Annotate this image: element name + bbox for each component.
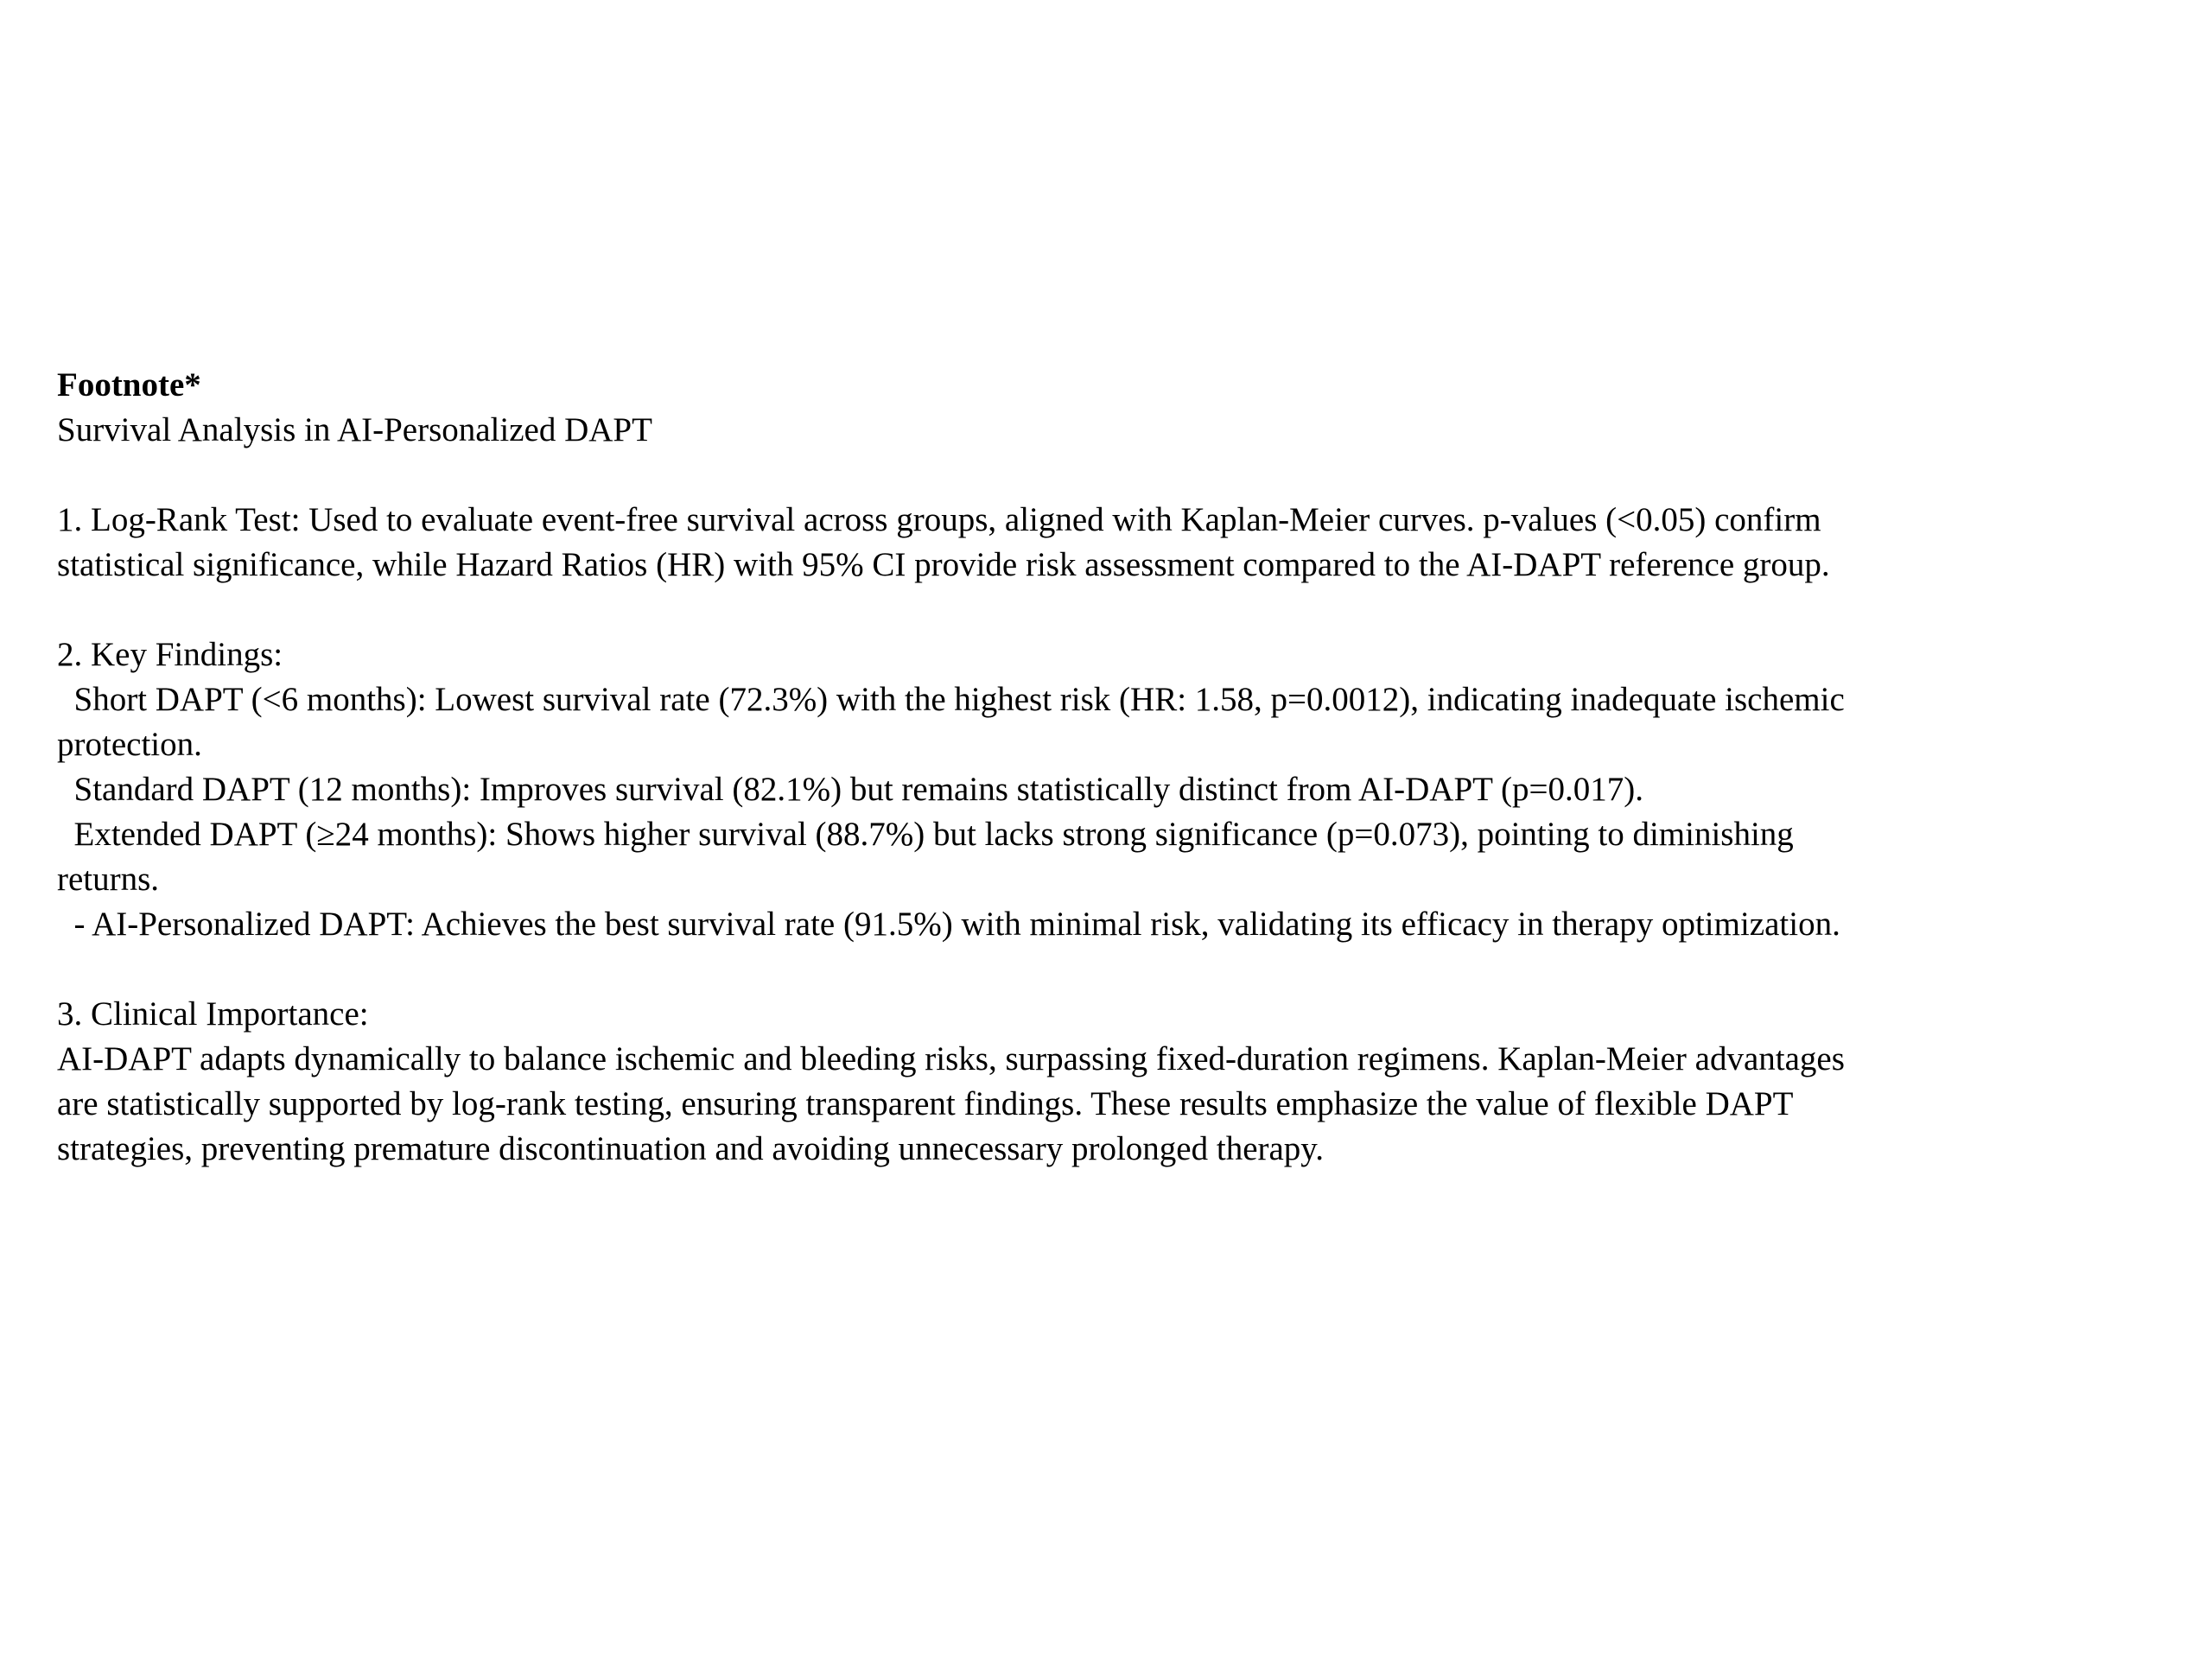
footnote-block (57, 363, 2165, 1172)
key-findings-title: 2. Key Findings: (57, 636, 283, 673)
clinical-importance-title: 3. Clinical Importance: (57, 995, 369, 1033)
log-rank-line-2: statistical significance, while Hazard Ratios (HR) with 95% CI provide risk assessment compared to the AI-DAPT reference group. (57, 546, 1830, 583)
footnote-subtitle: Survival Analysis in AI-Personalized DAPT (57, 411, 652, 448)
standard-dapt-line: Standard DAPT (12 months): Improves survival (82.1%) but remains statistically distinct from AI-DAPT (p=0.017). (57, 771, 1643, 808)
clinical-importance-line-1: AI-DAPT adapts dynamically to balance ischemic and bleeding risks, surpassing fixed-duration regimens. Kaplan-Meier advantages (57, 1040, 1845, 1077)
spacer (57, 588, 2165, 632)
clinical-importance-line-3: strategies, preventing premature discontinuation and avoiding unnecessary prolonged therapy. (57, 1130, 1325, 1167)
ai-dapt-line: - AI-Personalized DAPT: Achieves the best survival rate (91.5%) with minimal risk, validating its efficacy in therapy optimization. (57, 906, 1840, 943)
clinical-importance-line-2: are statistically supported by log-rank testing, ensuring transparent findings. These results emphasize the value of flexible DAPT (57, 1085, 1794, 1122)
log-rank-line-1: 1. Log-Rank Test: Used to evaluate event-free survival across groups, aligned with Kaplan-Meier curves. p-values (<0.05) confirm (57, 501, 1821, 538)
short-dapt-line-1: Short DAPT (<6 months): Lowest survival rate (72.3%) with the highest risk (HR: 1.58, p=0.0012), indicating inadequate ischemic (57, 681, 1845, 718)
short-dapt-line-2: protection. (57, 726, 202, 763)
spacer (57, 453, 2165, 498)
extended-dapt-line-1: Extended DAPT (≥24 months): Shows higher survival (88.7%) but lacks strong significance (p=0.073), pointing to diminishing (57, 816, 1794, 853)
footnote-heading: Footnote* (57, 366, 201, 404)
extended-dapt-line-2: returns. (57, 861, 160, 898)
spacer (57, 947, 2165, 992)
